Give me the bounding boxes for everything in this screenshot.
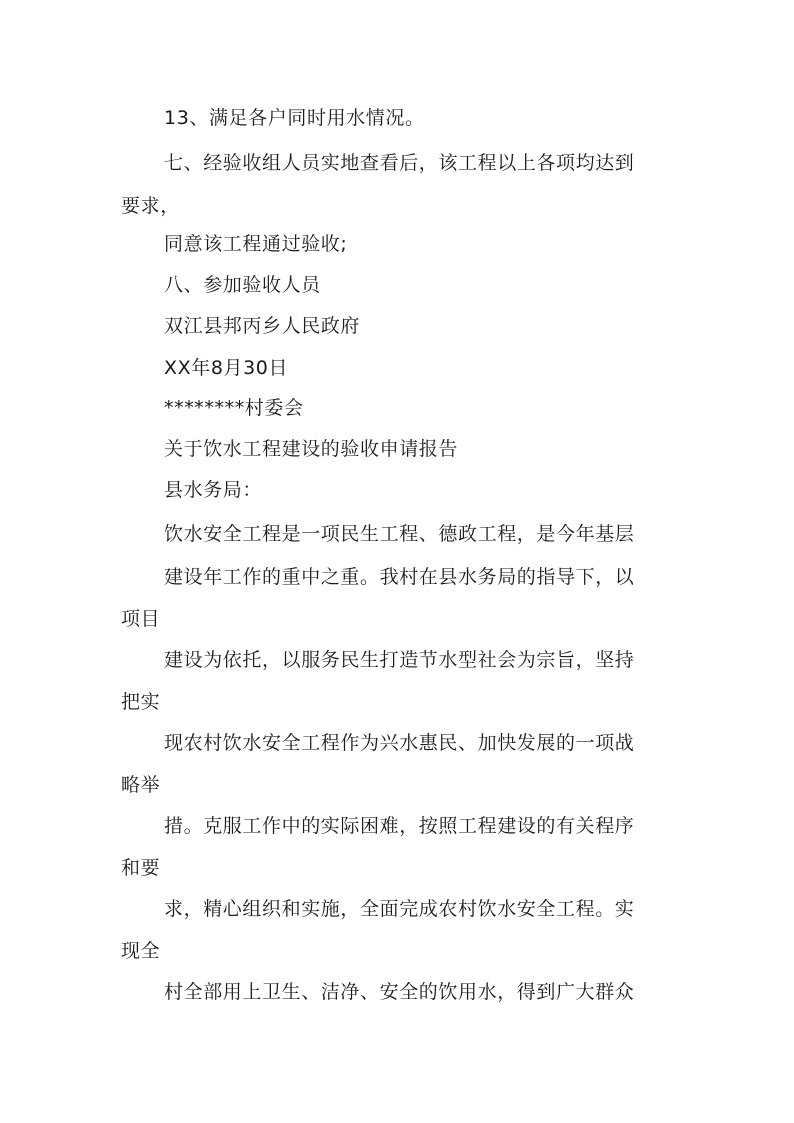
text-line: XX年8月30日 — [164, 357, 289, 379]
text-line: 要求， — [121, 195, 180, 217]
text-line: ********村委会 — [164, 397, 304, 419]
text-line: 建设为依托，以服务民生打造节水型社会为宗旨，坚持 — [164, 649, 635, 671]
text-line: 饮水安全工程是一项民生工程、德政工程，是今年基层 — [164, 523, 635, 545]
text-line: 13、满足各户同时用水情况。 — [164, 107, 425, 129]
text-line: 现全 — [121, 940, 161, 962]
text-line: 同意该工程通过验收; — [164, 233, 348, 255]
text-line: 和要 — [121, 857, 161, 879]
text-line: 措。克服工作中的实际困难，按照工程建设的有关程序 — [164, 815, 635, 837]
text-line: 七、经验收组人员实地查看后，该工程以上各项均达到 — [164, 152, 635, 174]
text-line: 建设年工作的重中之重。我村在县水务局的指导下，以 — [164, 566, 635, 588]
text-line: 现农村饮水安全工程作为兴水惠民、加快发展的一项战 — [164, 732, 635, 754]
text-line: 村全部用上卫生、洁净、安全的饮用水，得到广大群众 — [164, 981, 635, 1003]
text-line: 项目 — [121, 608, 161, 630]
text-line: 关于饮水工程建设的验收申请报告 — [164, 438, 459, 460]
text-line: 把实 — [121, 691, 161, 713]
text-line: 求，精心组织和实施，全面完成农村饮水安全工程。实 — [164, 898, 635, 920]
text-line: 八、参加验收人员 — [164, 274, 321, 296]
text-line: 县水务局： — [164, 479, 263, 501]
text-line: 双江县邦丙乡人民政府 — [164, 315, 361, 337]
text-line: 略举 — [121, 774, 161, 796]
